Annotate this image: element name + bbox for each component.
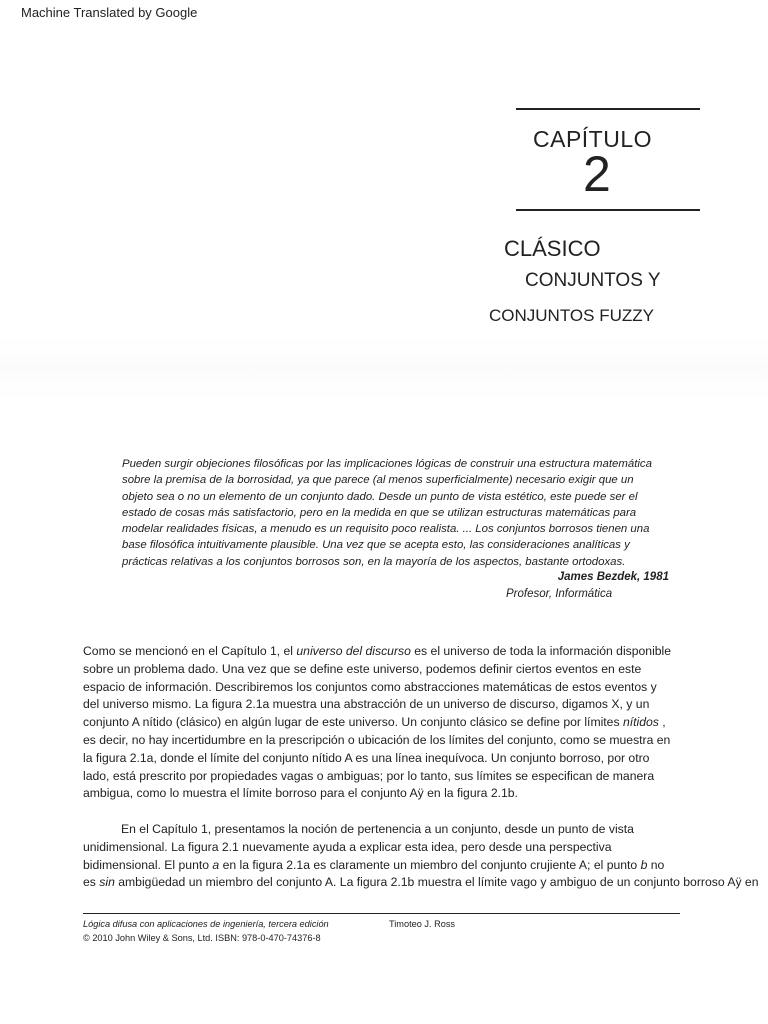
- chapter-number: 2: [583, 146, 611, 202]
- text-run: bidimensional. El punto: [83, 857, 213, 872]
- text-run: no: [647, 857, 665, 872]
- chapter-title-line-2: CONJUNTOS Y: [525, 270, 661, 291]
- chapter-rule-bottom: [516, 209, 700, 211]
- body-paragraph-1: [83, 643, 768, 803]
- paragraph-line: En el Capítulo 1, presentamos la noción de pertenencia a un conjunto, desde un punto de vista: [121, 822, 634, 836]
- footer-copyright: © 2010 John Wiley & Sons, Ltd. ISBN: 978-0-470-74376-8: [83, 933, 321, 943]
- emphasis-term: sin: [99, 875, 115, 890]
- chapter-title-line-1: CLÁSICO: [504, 236, 601, 261]
- epigraph: [122, 456, 682, 570]
- paragraph-line: [83, 643, 768, 661]
- epigraph-author: James Bezdek, 1981: [557, 571, 669, 583]
- paragraph-line: sobre un problema dado. Una vez que se define este universo, podemos definir ciertos eventos en este: [83, 661, 642, 676]
- epigraph-line: prácticas relativas a los conjuntos borrosos son, en la mayoría de los aspectos, bastante ortodoxas.: [122, 555, 626, 568]
- emphasis-term: a: [212, 857, 220, 872]
- epigraph-line: objeto sea o no un elemento de un conjunto dado. Desde un punto de vista estético, este puede ser el: [122, 490, 638, 503]
- paragraph-line: del universo mismo. La figura 2.1a muestra una abstracción de un universo de discurso, digamos X, y un: [83, 697, 650, 712]
- paragraph-line: [83, 874, 768, 892]
- text-run: en la figura 2.1a es claramente un miembro del conjunto crujiente A; el punto: [219, 857, 641, 872]
- emphasis-term: universo del discurso: [296, 644, 411, 658]
- epigraph-line: sobre la premisa de la borrosidad, ya que parece (al menos superficialmente) necesario exigir que un: [122, 474, 634, 487]
- text-run: Como se mencionó en el Capítulo 1, el: [83, 644, 297, 658]
- chapter-label: CAPÍTULO: [533, 126, 653, 152]
- footer-author: Timoteo J. Ross: [389, 919, 456, 929]
- epigraph-line: estado de cosas más satisfactorio, pero en la medida en que se utilizan estructuras matemáticas para: [122, 506, 637, 519]
- footer-book-title: Lógica difusa con aplicaciones de ingeniería, tercera edición: [83, 919, 329, 929]
- epigraph-line: Pueden surgir objeciones filosóficas por las implicaciones lógicas de construir una estructura matemática: [122, 458, 652, 470]
- footer-rule: [83, 913, 680, 914]
- scan-band: [0, 338, 768, 398]
- paragraph-line: unidimensional. La figura 2.1 nuevamente ayuda a explicar esta idea, pero desde una perspectiva: [83, 839, 612, 854]
- paragraph-line: la figura 2.1a, donde el límite del conjunto nítido A es una línea inequívoca. Un conjunto borroso, por otro: [83, 750, 650, 765]
- paragraph-line: es decir, no hay incertidumbre en la prescripción o ubicación de los límites del conjunto, como se muestra en: [83, 732, 671, 747]
- text-run: es: [83, 875, 100, 890]
- emphasis-term: b: [640, 857, 648, 872]
- epigraph-author-role: Profesor, Informática: [506, 588, 613, 600]
- paragraph-line: [83, 714, 768, 732]
- chapter-title-line-3: CONJUNTOS FUZZY: [489, 306, 654, 325]
- paragraph-line: ambigua, como lo muestra el límite borroso para el conjunto Aÿ en la figura 2.1b.: [83, 786, 518, 801]
- paragraph-line: [83, 857, 768, 875]
- paragraph-line: lado, está prescrito por propiedades vagas o ambiguas; por lo tanto, sus límites se especifican de manera: [83, 768, 655, 783]
- epigraph-line: modelar realidades físicas, a menudo es un requisito poco realista. ... Los conjuntos borrosos tienen una: [122, 523, 650, 536]
- text-run: conjunto A nítido (clásico) en algún lugar de este universo. Un conjunto clásico se define por límites: [83, 715, 623, 730]
- body-paragraph-2: [83, 821, 768, 892]
- text-run: es el universo de toda la información disponible: [410, 644, 672, 658]
- chapter-rule-top: [516, 108, 700, 110]
- epigraph-line: base filosófica intuitivamente plausible. Una vez que se acepta esto, las consideraciones analíticas y: [122, 539, 630, 552]
- paragraph-line: espacio de información. Describiremos los conjuntos como abstracciones matemáticas de estos eventos y: [83, 679, 657, 694]
- text-run: ambigüedad un miembro del conjunto A. La figura 2.1b muestra el límite vago y ambiguo de un conjunto borroso Aÿ en: [114, 875, 759, 890]
- machine-translation-banner: Machine Translated by Google: [21, 5, 198, 20]
- emphasis-term: nítidos: [622, 715, 659, 730]
- text-run: ,: [658, 715, 666, 730]
